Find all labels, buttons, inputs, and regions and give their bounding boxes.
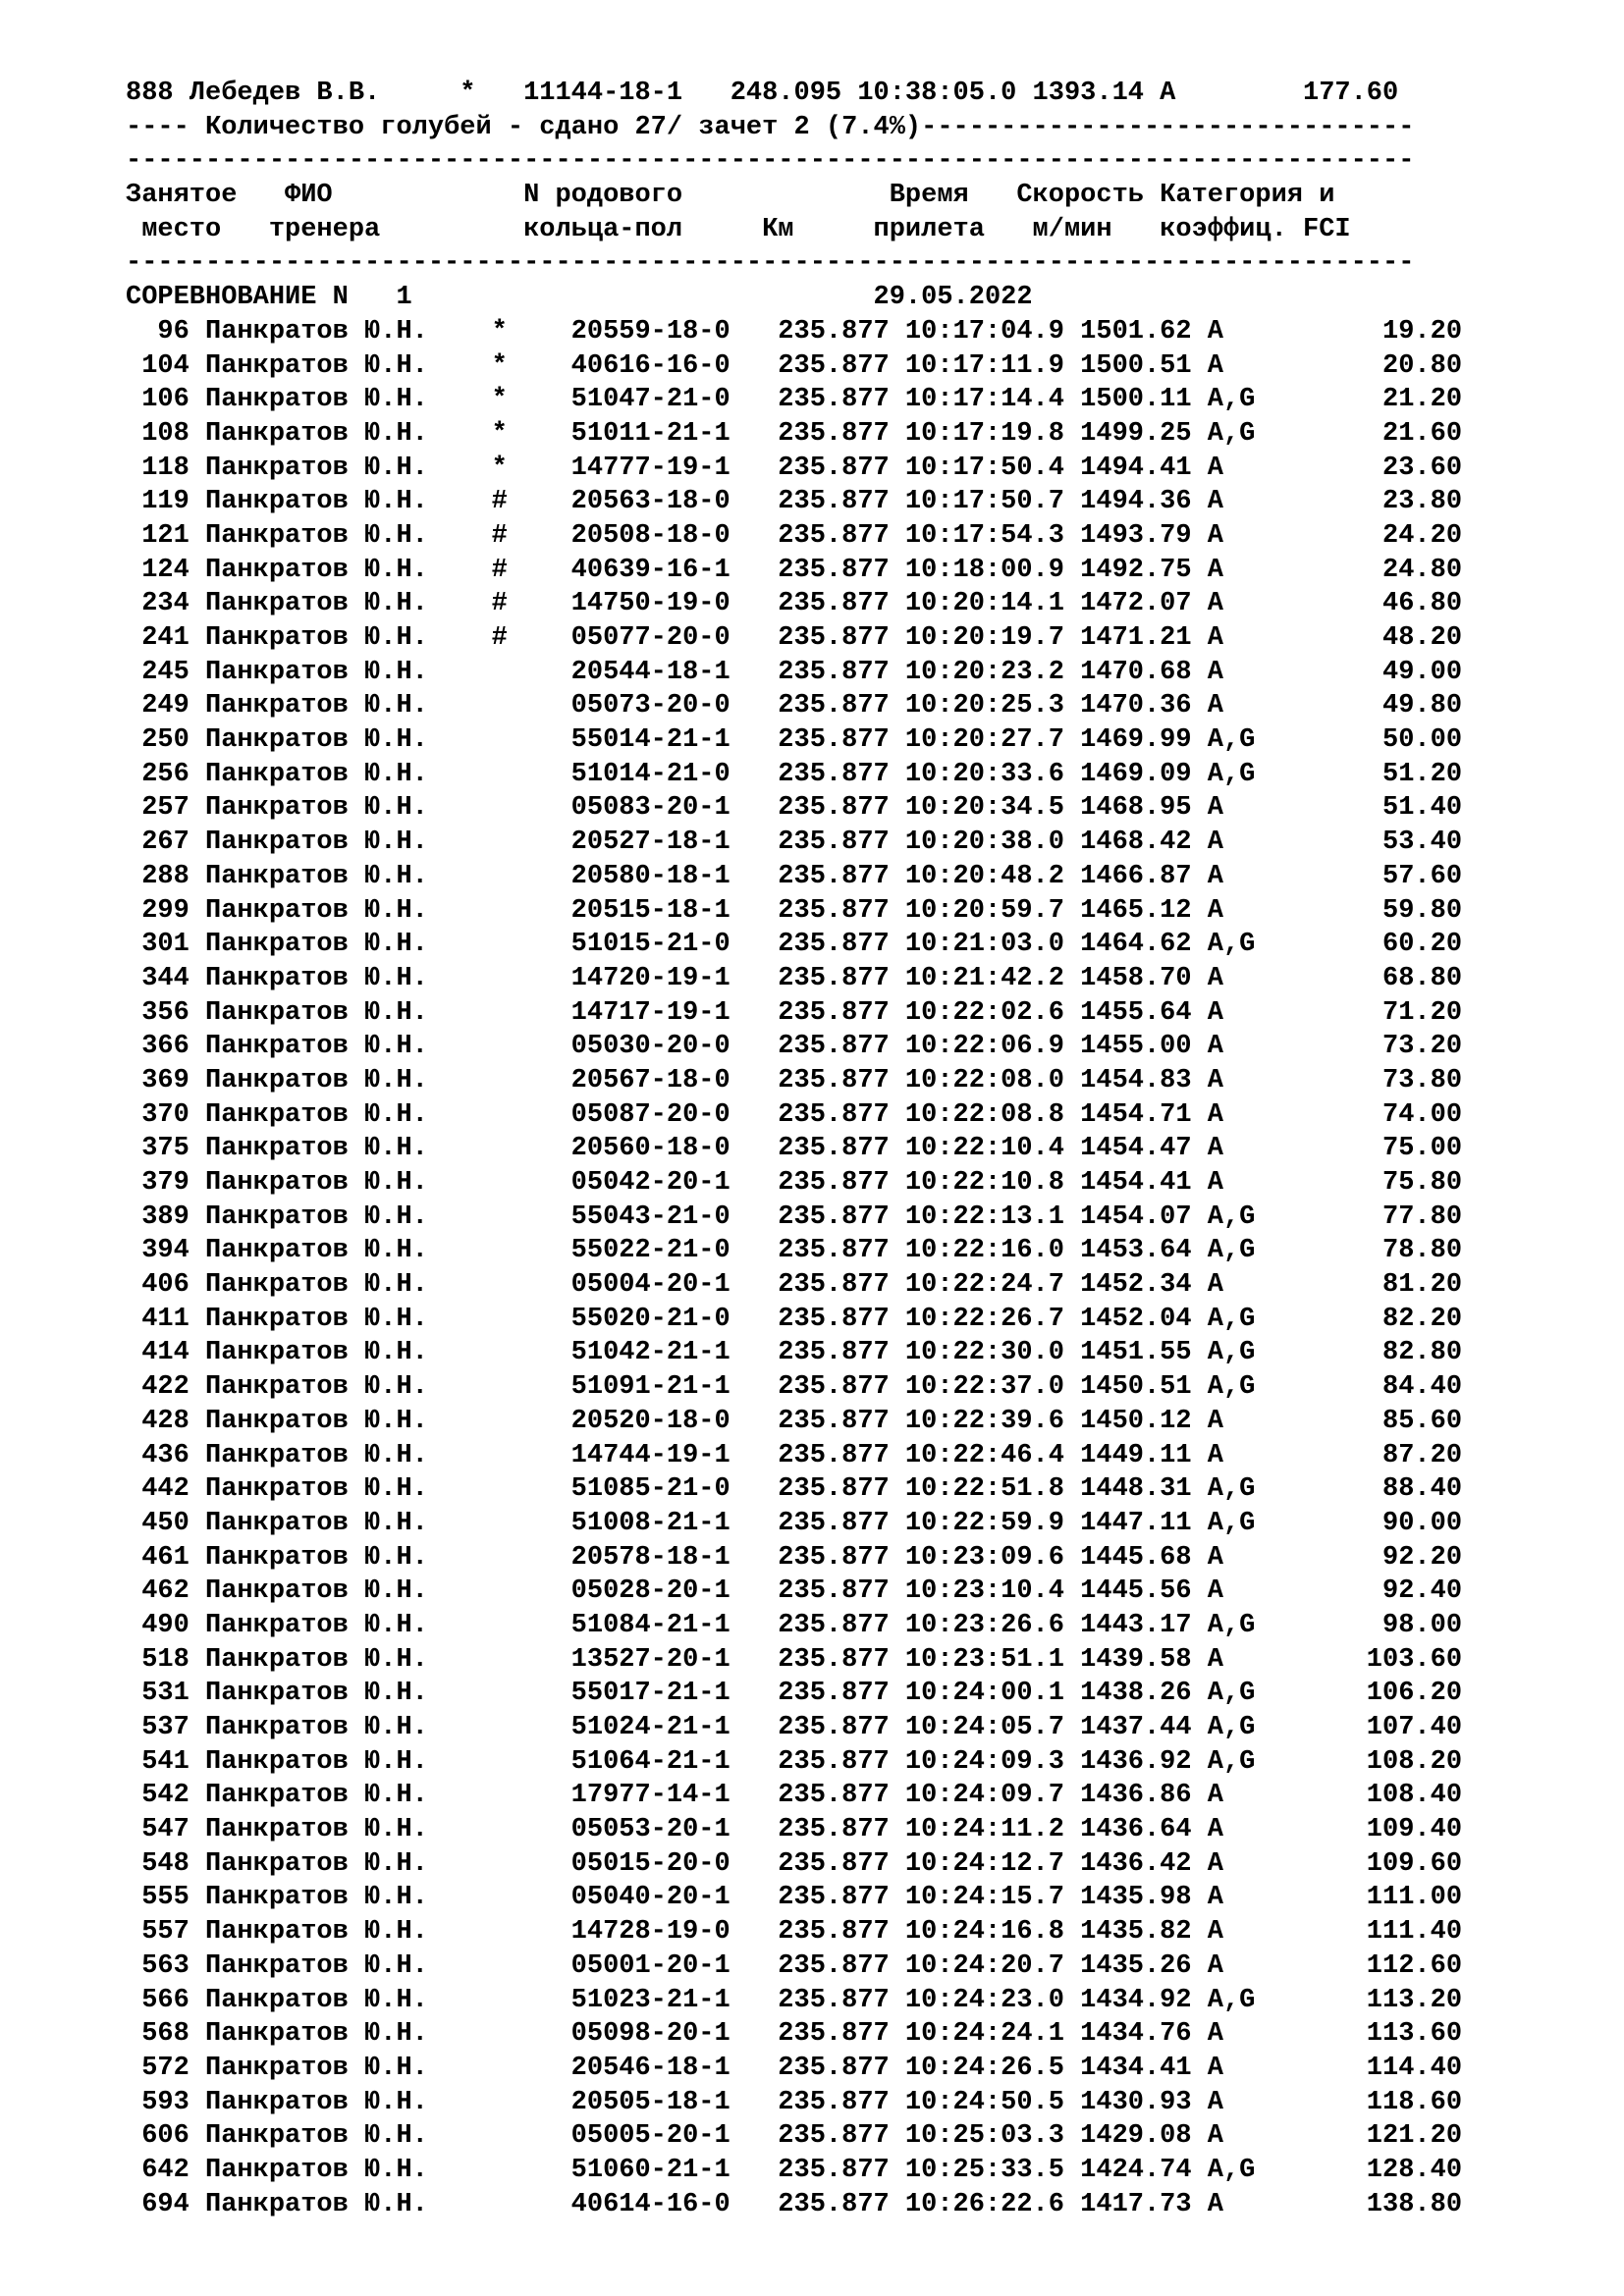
table-row: 572 Панкратов Ю.Н. 20546-18-1 235.877 10:24:26.5 1434.41 A 114.40 — [126, 2053, 1463, 2083]
table-row: 450 Панкратов Ю.Н. 51008-21-1 235.877 10:22:59.9 1447.11 A,G 90.00 — [126, 1508, 1463, 1538]
table-row: 406 Панкратов Ю.Н. 05004-20-1 235.877 10:22:24.7 1452.34 A 81.20 — [126, 1270, 1463, 1301]
table-row: 375 Панкратов Ю.Н. 20560-18-0 235.877 10:22:10.4 1454.47 A 75.00 — [126, 1134, 1463, 1164]
column-header-line-2: место тренера кольца-пол Км прилета м/мин коэффиц. FCI — [126, 214, 1351, 244]
table-row: 606 Панкратов Ю.Н. 05005-20-1 235.877 10:25:03.3 1429.08 A 121.20 — [126, 2121, 1463, 2152]
table-row: 694 Панкратов Ю.Н. 40614-16-0 235.877 10:26:22.6 1417.73 A 138.80 — [126, 2189, 1463, 2219]
table-row: 379 Панкратов Ю.Н. 05042-20-1 235.877 10:22:10.8 1454.41 A 75.80 — [126, 1168, 1463, 1198]
table-row: 124 Панкратов Ю.Н. # 40639-16-1 235.877 10:18:00.9 1492.75 A 24.80 — [126, 555, 1463, 585]
table-row: 119 Панкратов Ю.Н. # 20563-18-0 235.877 10:17:50.7 1494.36 A 23.80 — [126, 487, 1463, 517]
table-row: 257 Панкратов Ю.Н. 05083-20-1 235.877 10:20:34.5 1468.95 A 51.40 — [126, 793, 1463, 824]
table-row: 301 Панкратов Ю.Н. 51015-21-0 235.877 10:21:03.0 1464.62 A,G 60.20 — [126, 930, 1463, 960]
table-row: 541 Панкратов Ю.Н. 51064-21-1 235.877 10:24:09.3 1436.92 A,G 108.20 — [126, 1746, 1463, 1777]
table-row: 250 Панкратов Ю.Н. 55014-21-1 235.877 10:20:27.7 1469.99 A,G 50.00 — [126, 725, 1463, 756]
table-row: 366 Панкратов Ю.Н. 05030-20-0 235.877 10:22:06.9 1455.00 A 73.20 — [126, 1032, 1463, 1062]
table-row: 422 Панкратов Ю.Н. 51091-21-1 235.877 10:22:37.0 1450.51 A,G 84.40 — [126, 1372, 1463, 1403]
table-row: 547 Панкратов Ю.Н. 05053-20-1 235.877 10:24:11.2 1436.64 A 109.40 — [126, 1815, 1463, 1845]
table-row: 568 Панкратов Ю.Н. 05098-20-1 235.877 10:24:24.1 1434.76 A 113.60 — [126, 2019, 1463, 2050]
table-row: 299 Панкратов Ю.Н. 20515-18-1 235.877 10:20:59.7 1465.12 A 59.80 — [126, 895, 1463, 926]
table-row: 356 Панкратов Ю.Н. 14717-19-1 235.877 10:22:02.6 1455.64 A 71.20 — [126, 997, 1463, 1028]
table-row: 537 Панкратов Ю.Н. 51024-21-1 235.877 10:24:05.7 1437.44 A,G 107.40 — [126, 1713, 1463, 1742]
table-row: 234 Панкратов Ю.Н. # 14750-19-0 235.877 10:20:14.1 1472.07 A 46.80 — [126, 589, 1463, 619]
separator-line: --------------------------------------------------------------------------------- — [126, 146, 1415, 177]
table-row: 106 Панкратов Ю.Н. * 51047-21-0 235.877 10:17:14.4 1500.11 A,G 21.20 — [126, 385, 1463, 415]
table-row: 256 Панкратов Ю.Н. 51014-21-0 235.877 10:20:33.6 1469.09 A,G 51.20 — [126, 759, 1463, 789]
table-row: 542 Панкратов Ю.Н. 17977-14-1 235.877 10:24:09.7 1436.86 A 108.40 — [126, 1781, 1463, 1811]
table-row: 118 Панкратов Ю.Н. * 14777-19-1 235.877 10:17:50.4 1494.41 A 23.60 — [126, 453, 1463, 483]
column-header-line-1: Занятое ФИО N родового Время Скорость Категория и — [126, 181, 1335, 211]
table-row: 442 Панкратов Ю.Н. 51085-21-0 235.877 10:22:51.8 1448.31 A,G 88.40 — [126, 1474, 1463, 1505]
table-row: 462 Панкратов Ю.Н. 05028-20-1 235.877 10:23:10.4 1445.56 A 92.40 — [126, 1576, 1463, 1607]
table-row: 241 Панкратов Ю.Н. # 05077-20-0 235.877 10:20:19.7 1471.21 A 48.20 — [126, 623, 1463, 653]
table-row: 555 Панкратов Ю.Н. 05040-20-1 235.877 10:24:15.7 1435.98 A 111.00 — [126, 1883, 1463, 1913]
table-row: 96 Панкратов Ю.Н. * 20559-18-0 235.877 10:17:04.9 1501.62 A 19.20 — [126, 316, 1463, 347]
table-row: 104 Панкратов Ю.Н. * 40616-16-0 235.877 10:17:11.9 1500.51 A 20.80 — [126, 350, 1463, 381]
table-row: 411 Панкратов Ю.Н. 55020-21-0 235.877 10:22:26.7 1452.04 A,G 82.20 — [126, 1304, 1463, 1334]
results-sheet — [126, 77, 1462, 2221]
table-row: 121 Панкратов Ю.Н. # 20508-18-0 235.877 10:17:54.3 1493.79 A 24.20 — [126, 520, 1463, 551]
separator-line: --------------------------------------------------------------------------------- — [126, 248, 1415, 279]
table-row: 245 Панкратов Ю.Н. 20544-18-1 235.877 10:20:23.2 1470.68 A 49.00 — [126, 657, 1463, 687]
table-row: 461 Панкратов Ю.Н. 20578-18-1 235.877 10:23:09.6 1445.68 A 92.20 — [126, 1542, 1463, 1573]
table-row: 267 Панкратов Ю.Н. 20527-18-1 235.877 10:20:38.0 1468.42 A 53.40 — [126, 828, 1463, 858]
table-row: 531 Панкратов Ю.Н. 55017-21-1 235.877 10:24:00.1 1438.26 A,G 106.20 — [126, 1679, 1463, 1709]
table-row: 369 Панкратов Ю.Н. 20567-18-0 235.877 10:22:08.0 1454.83 A 73.80 — [126, 1065, 1463, 1095]
table-row: 344 Панкратов Ю.Н. 14720-19-1 235.877 10:21:42.2 1458.70 A 68.80 — [126, 963, 1463, 993]
table-row: 414 Панкратов Ю.Н. 51042-21-1 235.877 10:22:30.0 1451.55 A,G 82.80 — [126, 1338, 1463, 1368]
table-row: 249 Панкратов Ю.Н. 05073-20-0 235.877 10:20:25.3 1470.36 A 49.80 — [126, 691, 1463, 721]
prev-entry-row: 888 Лебедев В.В. * 11144-18-1 248.095 10:38:05.0 1393.14 A 177.60 — [126, 79, 1399, 108]
table-row: 518 Панкратов Ю.Н. 13527-20-1 235.877 10:23:51.1 1439.58 A 103.60 — [126, 1644, 1463, 1675]
results-table — [126, 315, 1462, 2222]
table-row: 288 Панкратов Ю.Н. 20580-18-1 235.877 10:20:48.2 1466.87 A 57.60 — [126, 861, 1463, 891]
competition-title: СОРЕВНОВАНИЕ N 1 29.05.2022 — [126, 283, 1033, 313]
table-row: 394 Панкратов Ю.Н. 55022-21-0 235.877 10:22:16.0 1453.64 A,G 78.80 — [126, 1236, 1463, 1266]
table-row: 108 Панкратов Ю.Н. * 51011-21-1 235.877 10:17:19.8 1499.25 A,G 21.60 — [126, 418, 1463, 449]
table-row: 557 Панкратов Ю.Н. 14728-19-0 235.877 10:24:16.8 1435.82 A 111.40 — [126, 1917, 1463, 1948]
table-row: 389 Панкратов Ю.Н. 55043-21-0 235.877 10:22:13.1 1454.07 A,G 77.80 — [126, 1201, 1463, 1232]
table-row: 370 Панкратов Ю.Н. 05087-20-0 235.877 10:22:08.8 1454.71 A 74.00 — [126, 1099, 1463, 1130]
table-row: 436 Панкратов Ю.Н. 14744-19-1 235.877 10:22:46.4 1449.11 A 87.20 — [126, 1440, 1463, 1470]
table-row: 548 Панкратов Ю.Н. 05015-20-0 235.877 10:24:12.7 1436.42 A 109.60 — [126, 1848, 1463, 1879]
table-row: 593 Панкратов Ю.Н. 20505-18-1 235.877 10:24:50.5 1430.93 A 118.60 — [126, 2087, 1463, 2117]
table-row: 642 Панкратов Ю.Н. 51060-21-1 235.877 10:25:33.5 1424.74 A,G 128.40 — [126, 2155, 1463, 2185]
table-row: 428 Панкратов Ю.Н. 20520-18-0 235.877 10:22:39.6 1450.12 A 85.60 — [126, 1406, 1463, 1436]
table-row: 566 Панкратов Ю.Н. 51023-21-1 235.877 10:24:23.0 1434.92 A,G 113.20 — [126, 1985, 1463, 2015]
pigeon-count-summary: ---- Количество голубей - сдано 27/ зачет 2 (7.4%)------------------------------- — [126, 112, 1415, 142]
table-row: 490 Панкратов Ю.Н. 51084-21-1 235.877 10:23:26.6 1443.17 A,G 98.00 — [126, 1610, 1463, 1640]
table-row: 563 Панкратов Ю.Н. 05001-20-1 235.877 10:24:20.7 1435.26 A 112.60 — [126, 1950, 1463, 1981]
